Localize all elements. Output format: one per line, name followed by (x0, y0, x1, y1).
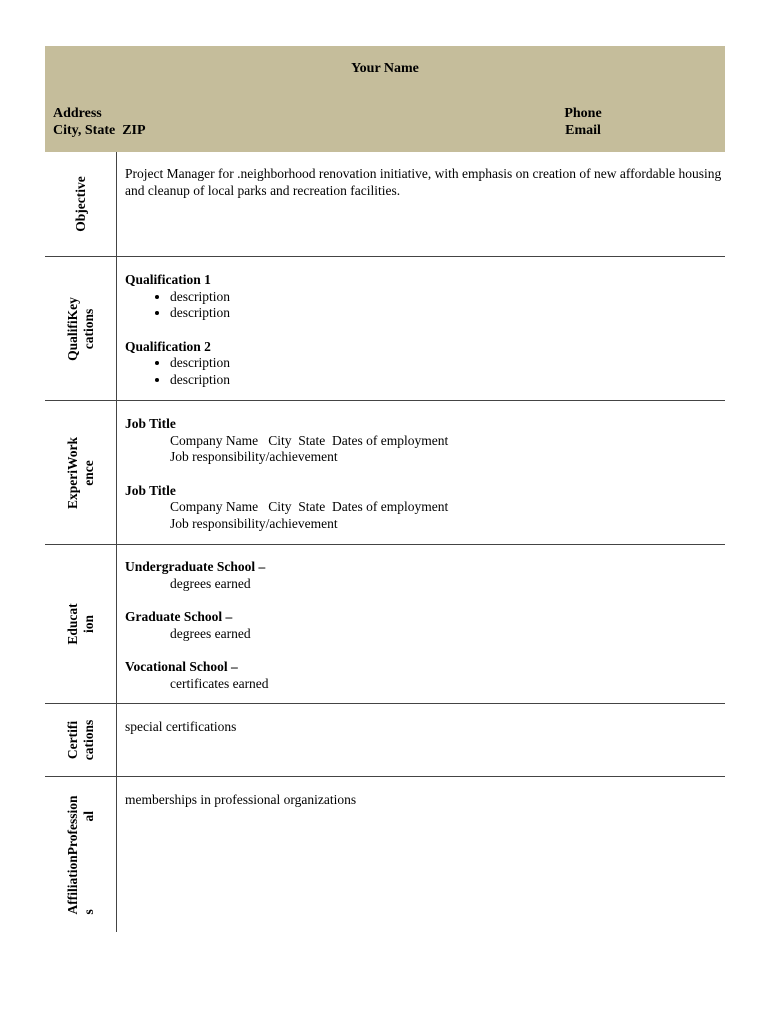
objective-text: Project Manager for .neighborhood renovation initiative, with emphasis on creation of new affordable housing and cleanup of local parks and recreation facilities. (125, 166, 722, 198)
qualifications-label-line2: cations (80, 308, 96, 349)
section-label (45, 401, 117, 544)
section-affiliations (45, 777, 725, 932)
job-details: Company Name City State Dates of employment (170, 499, 449, 514)
school-detail: certificates earned (170, 675, 269, 691)
school-name: Graduate School – (125, 609, 233, 624)
certifications-label-line2: cations (80, 719, 96, 761)
certifications-text: special certifications (125, 719, 237, 734)
qualification-list (125, 355, 725, 388)
section-label (45, 777, 117, 932)
address-block (53, 105, 146, 139)
school-name: Undergraduate School – (125, 559, 266, 574)
job-details: Company Name City State Dates of employment (170, 432, 449, 448)
education-label-line1: Educat (64, 603, 80, 645)
section-experience (45, 401, 725, 545)
address-line1: Address (53, 106, 102, 121)
resume-sections (45, 152, 725, 932)
school-name: Vocational School – (125, 659, 238, 674)
experience-label-line1: ExperiWork (64, 436, 80, 509)
experience-content (125, 401, 725, 532)
job-title: Job Title (125, 416, 176, 431)
affiliations-text: memberships in professional organizations (125, 792, 357, 807)
section-education (45, 545, 725, 704)
list-item: • description (170, 305, 725, 322)
section-label (45, 704, 117, 776)
job-title: Job Title (125, 482, 176, 498)
certifications-content (125, 704, 725, 736)
section-certifications (45, 704, 725, 777)
phone: Phone (564, 106, 602, 121)
qualifications-content (125, 257, 725, 388)
section-label (45, 257, 117, 400)
list-item: • description (170, 289, 725, 306)
section-label (45, 545, 117, 703)
job-responsibility: Job responsibility/achievement (170, 515, 338, 531)
qualification-title: Qualification 1 (125, 272, 211, 287)
education-content (125, 545, 725, 692)
qualification-list (125, 289, 725, 322)
experience-label-line2: ence (80, 459, 96, 486)
section-label (45, 152, 117, 256)
certifications-label-line1: Certifi (64, 720, 80, 760)
name-heading: Your Name (351, 61, 419, 76)
affiliations-content (125, 777, 725, 809)
affiliations-label-line1: AffiliationProfession (64, 795, 80, 914)
qualifications-label-line1: QualifiKey (64, 296, 80, 361)
section-qualifications (45, 257, 725, 401)
job-responsibility: Job responsibility/achievement (170, 449, 338, 464)
affiliations-label-line2: s al (80, 810, 96, 914)
contact-block (563, 105, 603, 139)
email: Email (565, 123, 601, 138)
school-detail: degrees earned (170, 575, 251, 591)
resume-header (45, 46, 725, 152)
list-item: • description (170, 372, 725, 389)
address-line2: City, State ZIP (53, 123, 146, 138)
section-objective (45, 152, 725, 257)
list-item: • description (170, 355, 725, 372)
qualification-title: Qualification 2 (125, 338, 211, 354)
school-detail: degrees earned (170, 625, 251, 641)
education-label-line2: ion (80, 614, 96, 634)
objective-label: Objective (72, 176, 88, 232)
objective-content (125, 152, 725, 199)
